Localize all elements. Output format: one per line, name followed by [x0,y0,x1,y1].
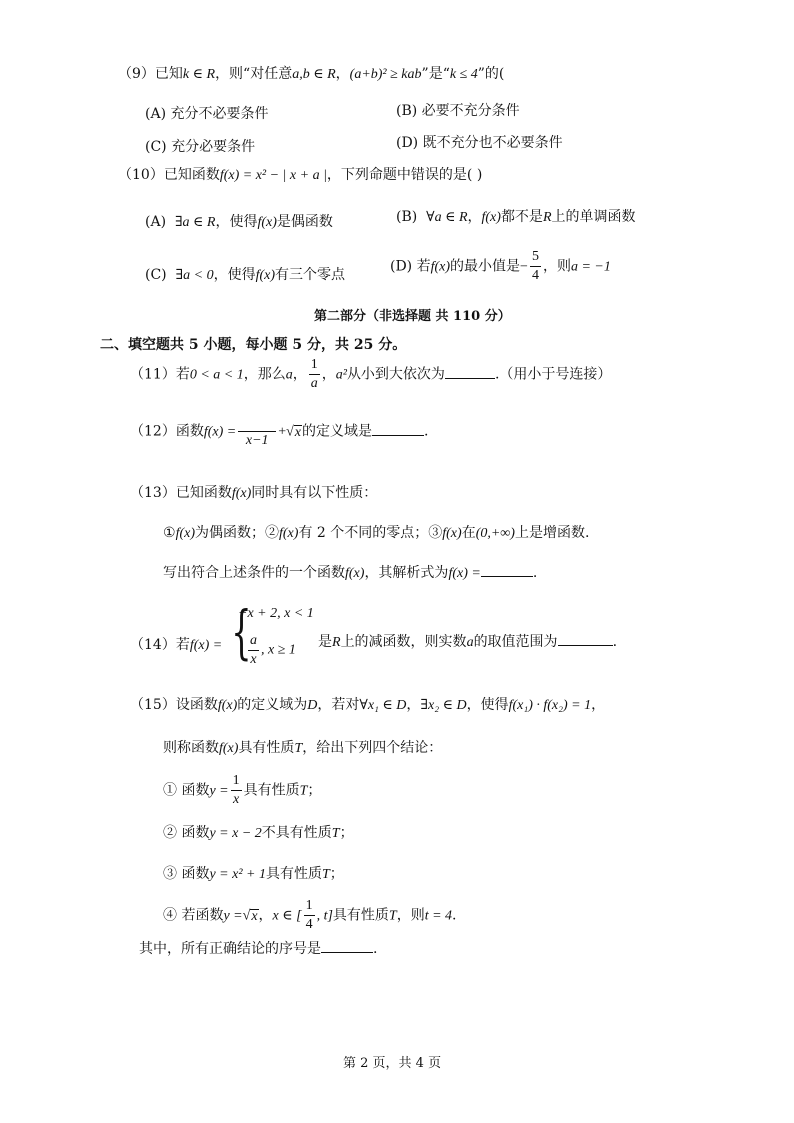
q14-fraction: $\frac{a}{x}$ [250,633,257,667]
q9-stem: （9）已知k ∈ R，则“对任意a,b ∈ R，(a+b)² ≥ kab”是“k ≤ 4”的( [118,66,505,82]
q14-rest: 是R上的减函数，则实数a的取值范围为 . [318,631,617,651]
q14-brace: { [231,598,252,666]
q12: （12）函数f(x) = x−1 +√x的定义域是 . [130,413,428,450]
q11: （11）若0 < a < 1，那么a， $\frac{1}{a}$ ，a²从小到大依次为 .（用小于号连接） [130,357,612,391]
q15-conclusion-1: ① 函数y = $\frac{1}{x}$ 具有性质T； [163,773,322,807]
q14-case-2: $\frac{a}{x}$ , x ≥ 1 [250,633,296,667]
q14-lead: （14）若f(x) = [130,637,223,653]
page-footer: 第 2 页，共 4 页 [343,1056,442,1071]
section-heading: 二、填空题共 5 小题，每小题 5 分，共 25 分。 [100,337,407,353]
q10-option-d: (D) 若f(x)的最小值是− $\frac{5}{4}$ ，则a = −1 [390,249,611,283]
q9-option-b: (B) 必要不充分条件 [396,103,520,119]
q13-properties: ①f(x)为偶函数；②f(x)有 2 个不同的零点；③f(x)在(0,+∞)上是增函数. [163,525,590,541]
q10-fraction: $\frac{5}{4}$ [531,249,539,283]
q15-stem: （15）设函数f(x)的定义域为D，若对∀x₁ ∈ D，∃x₂ ∈ D，使得f(x₁) · f(x₂) = 1， [130,697,606,713]
q15-conclusion-3: ③ 函数y = x² + 1具有性质T； [163,866,344,882]
q15-conclusion-4: ④ 若函数y =√x，x ∈ [ $\frac{1}{4}$ , t]具有性质T，则t = 4. [163,898,457,932]
q14-case-1: −x + 2, x < 1 [238,606,314,621]
q10-option-b: (B) ∀a ∈ R，f(x)都不是R上的单调函数 [396,209,636,225]
q10-option-c: (C) ∃a < 0，使得f(x)有三个零点 [145,267,346,283]
q9-option-c: (C) 充分必要条件 [145,139,256,155]
q15-line2: 则称函数f(x)具有性质T，给出下列四个结论： [163,740,443,756]
q15-c4-fraction: $\frac{1}{4}$ [305,898,313,932]
q13-stem: （13）已知函数f(x)同时具有以下性质： [130,485,378,501]
q15-conclusion-2: ② 函数y = x − 2不具有性质T； [163,825,354,841]
q12-fraction: x−1 [238,413,276,450]
q9-option-d: (D) 既不充分也不必要条件 [396,135,563,151]
q15-answer-blank[interactable] [321,938,373,953]
q11-answer-blank[interactable] [445,364,495,379]
q10-option-a: (A) ∃a ∈ R，使得f(x)是偶函数 [145,214,333,230]
q14-answer-blank[interactable] [558,631,613,646]
q9-option-a: (A) 充分不必要条件 [145,106,269,122]
q10-stem: （10）已知函数f(x) = x² − | x + a |，下列命题中错误的是( ) [118,167,483,183]
q13-answer-blank[interactable] [481,562,533,577]
q15-c1-fraction: $\frac{1}{x}$ [232,773,240,807]
q12-answer-blank[interactable] [372,421,424,436]
q15-final: 其中，所有正确结论的序号是 . [139,938,377,958]
part2-title: 第二部分（非选择题 共 110 分） [314,309,511,324]
q13-question: 写出符合上述条件的一个函数f(x)，其解析式为f(x) = . [163,562,537,582]
q11-fraction: $\frac{1}{a}$ [310,357,318,391]
